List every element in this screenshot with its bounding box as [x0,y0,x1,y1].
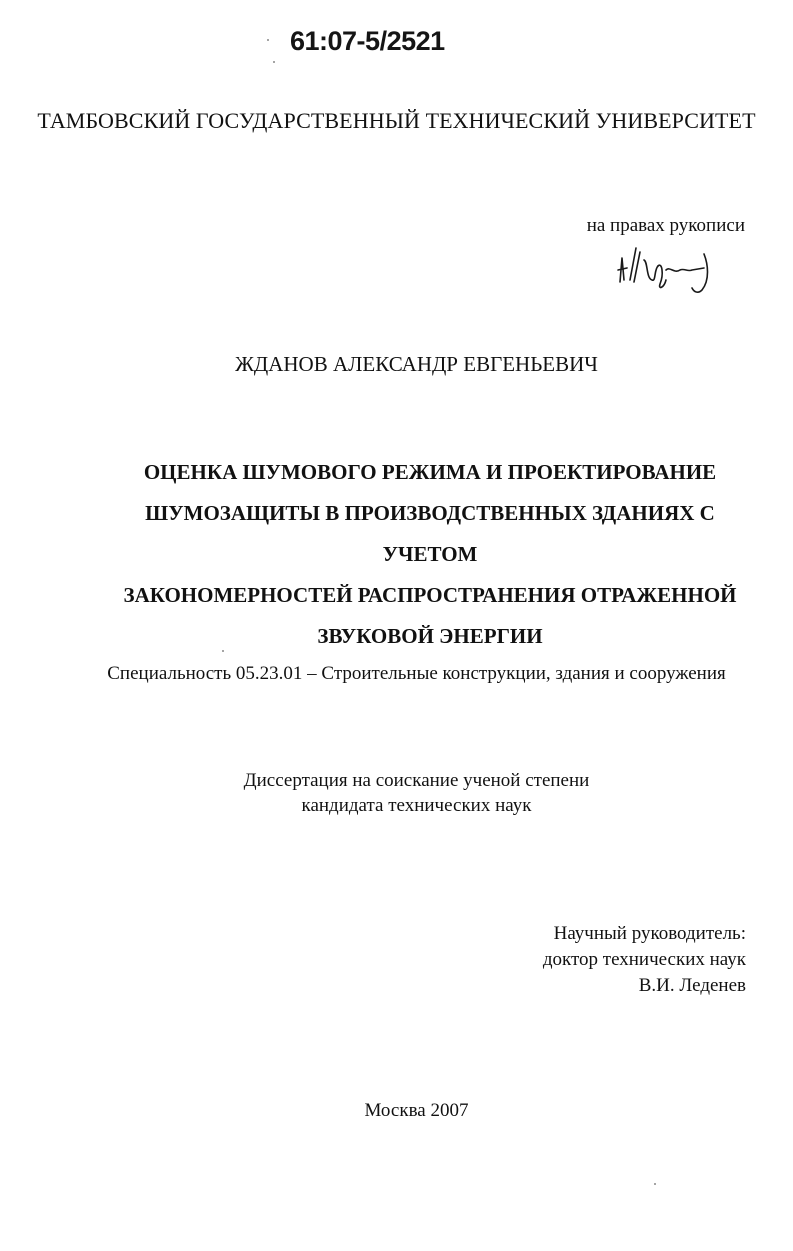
dissertation-title: ОЦЕНКА ШУМОВОГО РЕЖИМА И ПРОЕКТИРОВАНИЕ ШУМОЗАЩИТЫ В ПРОИЗВОДСТВЕННЫХ ЗДАНИЯХ С УЧЕТОМ ЗАКОНОМЕРНОСТЕЙ РАСПРОСТРАНЕНИЯ ОТРАЖЕННОЙ ЗВУКОВОЙ ЭНЕРГИИ [123,460,737,648]
author-name: ЖДАНОВ АЛЕКСАНДР ЕВГЕНЬЕВИЧ [235,352,598,376]
supervisor-role: Научный руководитель: [553,923,746,944]
scan-speck [222,650,224,652]
specialty-line: Специальность 05.23.01 – Строительные конструкции, здания и сооружения [107,663,726,684]
scan-speck [267,39,269,41]
supervisor-degree: доктор технических наук [542,949,746,970]
scan-speck [654,1183,656,1185]
scan-speck [273,61,275,63]
supervisor-block [543,921,746,999]
degree-statement: Диссертация на соискание ученой степени кандидата технических наук [243,770,590,816]
supervisor-name: В.И. Леденев [638,975,746,996]
manuscript-note: на правах рукописи [586,215,745,236]
signature-image [612,240,724,302]
catalog-number: 61:07-5/2521 [290,26,445,56]
university-name: ТАМБОВСКИЙ ГОСУДАРСТВЕННЫЙ ТЕХНИЧЕСКИЙ УНИВЕРСИТЕТ [37,108,756,133]
city-year: Москва 2007 [364,1100,469,1121]
